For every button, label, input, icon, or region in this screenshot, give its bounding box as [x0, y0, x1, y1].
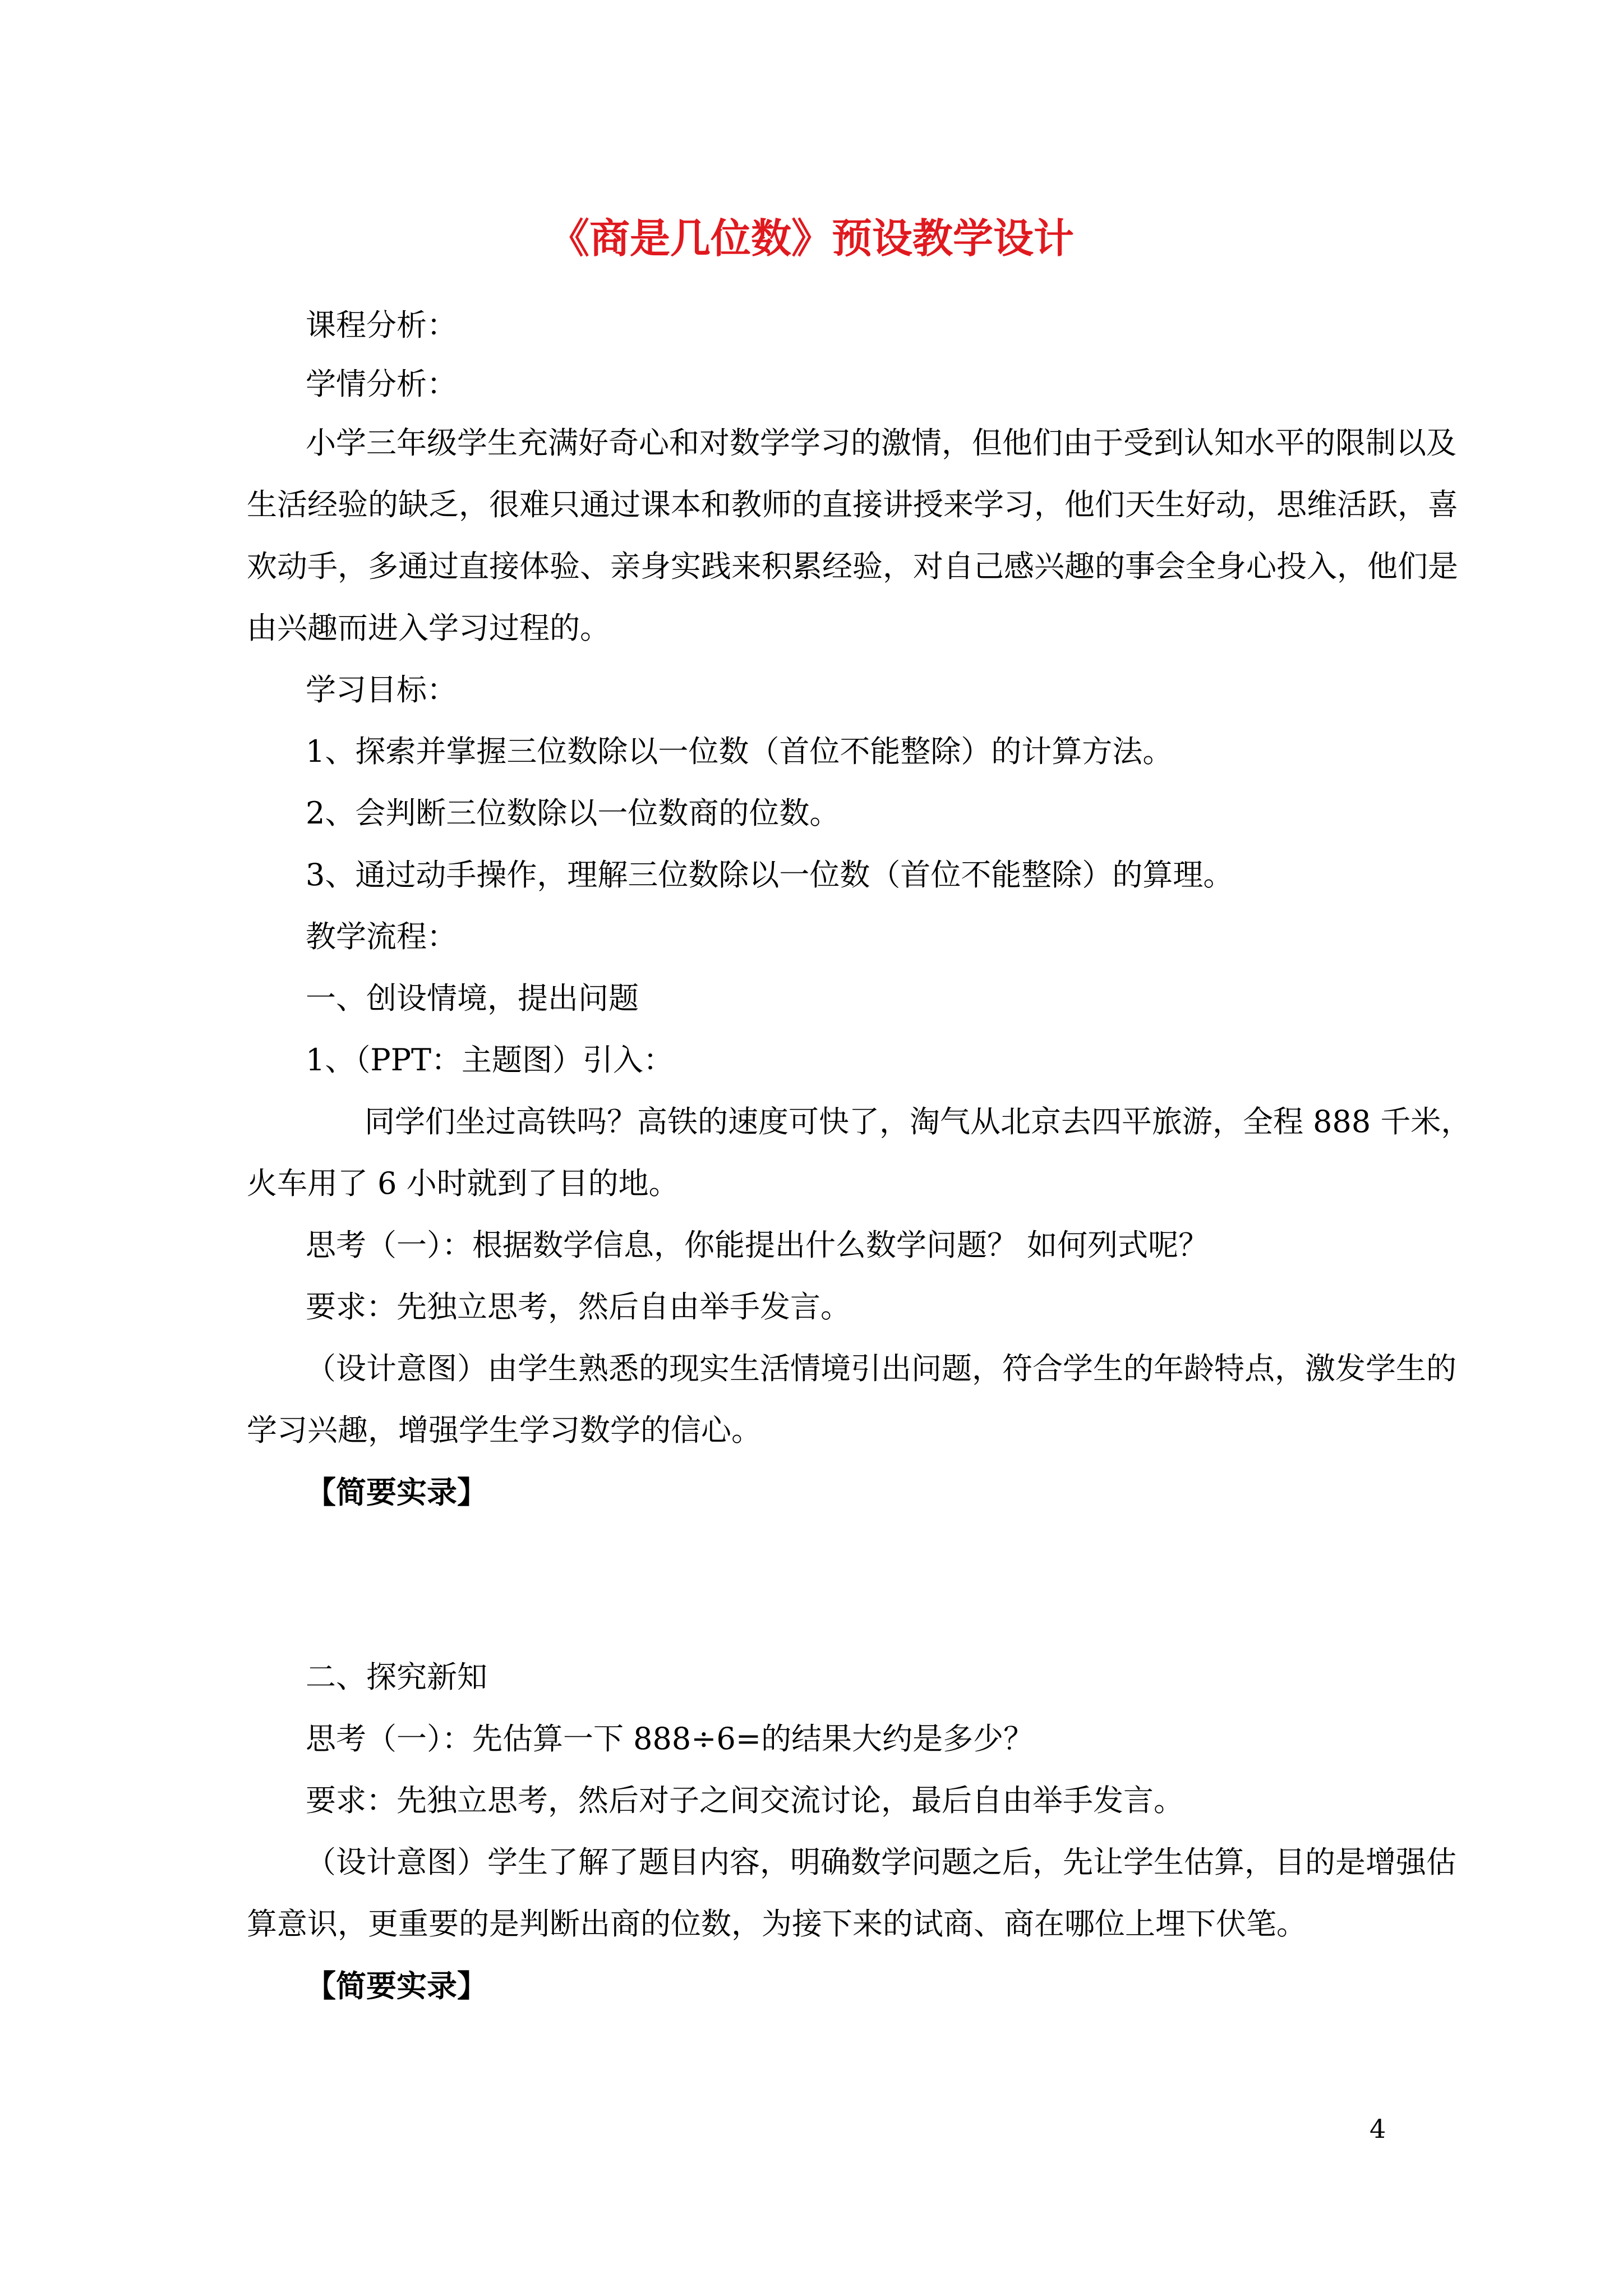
page-number: 4: [1370, 2114, 1386, 2144]
section2-think: 思考（一）：先估算一下 888÷6=的结果大约是多少？: [306, 1721, 1034, 1756]
design-intent-line: （设计意图）由学生熟悉的现实生活情境引出问题，符合学生的年龄特点，激发学生的: [306, 1351, 1456, 1386]
section1-requirement: 要求：先独立思考，然后自由举手发言。: [306, 1289, 851, 1324]
process-heading: 教学流程：: [306, 919, 457, 954]
section1-intro: 1、（PPT：主题图）引入：: [306, 1042, 674, 1078]
goal-item: 3、通过动手操作，理解三位数除以一位数（首位不能整除）的算理。: [306, 857, 1234, 892]
goal-item: 2、会判断三位数除以一位数商的位数。: [306, 795, 840, 831]
goals-heading: 学习目标：: [306, 672, 457, 707]
student-analysis-heading: 学情分析：: [306, 366, 457, 402]
scenario-line: 火车用了 6 小时就到了目的地。: [247, 1166, 679, 1201]
student-paragraph-line: 小学三年级学生充满好奇心和对数学学习的激情，但他们由于受到认知水平的限制以及: [306, 425, 1456, 461]
goal-item: 1、探索并掌握三位数除以一位数（首位不能整除）的计算方法。: [306, 734, 1173, 769]
design-intent-line: 算意识，更重要的是判断出商的位数，为接下来的试商、商在哪位上埋下伏笔。: [247, 1906, 1307, 1941]
section1-record: 【简要实录】: [306, 1474, 487, 1510]
section1-think: 思考（一）：根据数学信息，你能提出什么数学问题？ 如何列式呢？: [306, 1227, 1209, 1263]
student-paragraph-line: 由兴趣而进入学习过程的。: [247, 610, 610, 646]
section2-heading: 二、探究新知: [306, 1659, 487, 1695]
section1-heading: 一、创设情境，提出问题: [306, 981, 639, 1016]
course-analysis-heading: 课程分析：: [306, 307, 457, 343]
section2-record: 【简要实录】: [306, 1968, 487, 2004]
document-title: 《商是几位数》预设教学设计: [548, 214, 1074, 262]
student-paragraph-line: 生活经验的缺乏，很难只通过课本和教师的直接讲授来学习，他们天生好动，思维活跃，喜: [247, 487, 1458, 522]
student-paragraph-line: 欢动手，多通过直接体验、亲身实践来积累经验，对自己感兴趣的事会全身心投入，他们是: [247, 549, 1458, 584]
section2-requirement: 要求：先独立思考，然后对子之间交流讨论，最后自由举手发言。: [306, 1783, 1184, 1818]
design-intent-line: 学习兴趣，增强学生学习数学的信心。: [247, 1412, 762, 1448]
scenario-line: 同学们坐过高铁吗？高铁的速度可快了，淘气从北京去四平旅游，全程 888 千米，: [365, 1104, 1472, 1139]
design-intent-line: （设计意图）学生了解了题目内容，明确数学问题之后，先让学生估算，目的是增强估: [306, 1844, 1456, 1880]
